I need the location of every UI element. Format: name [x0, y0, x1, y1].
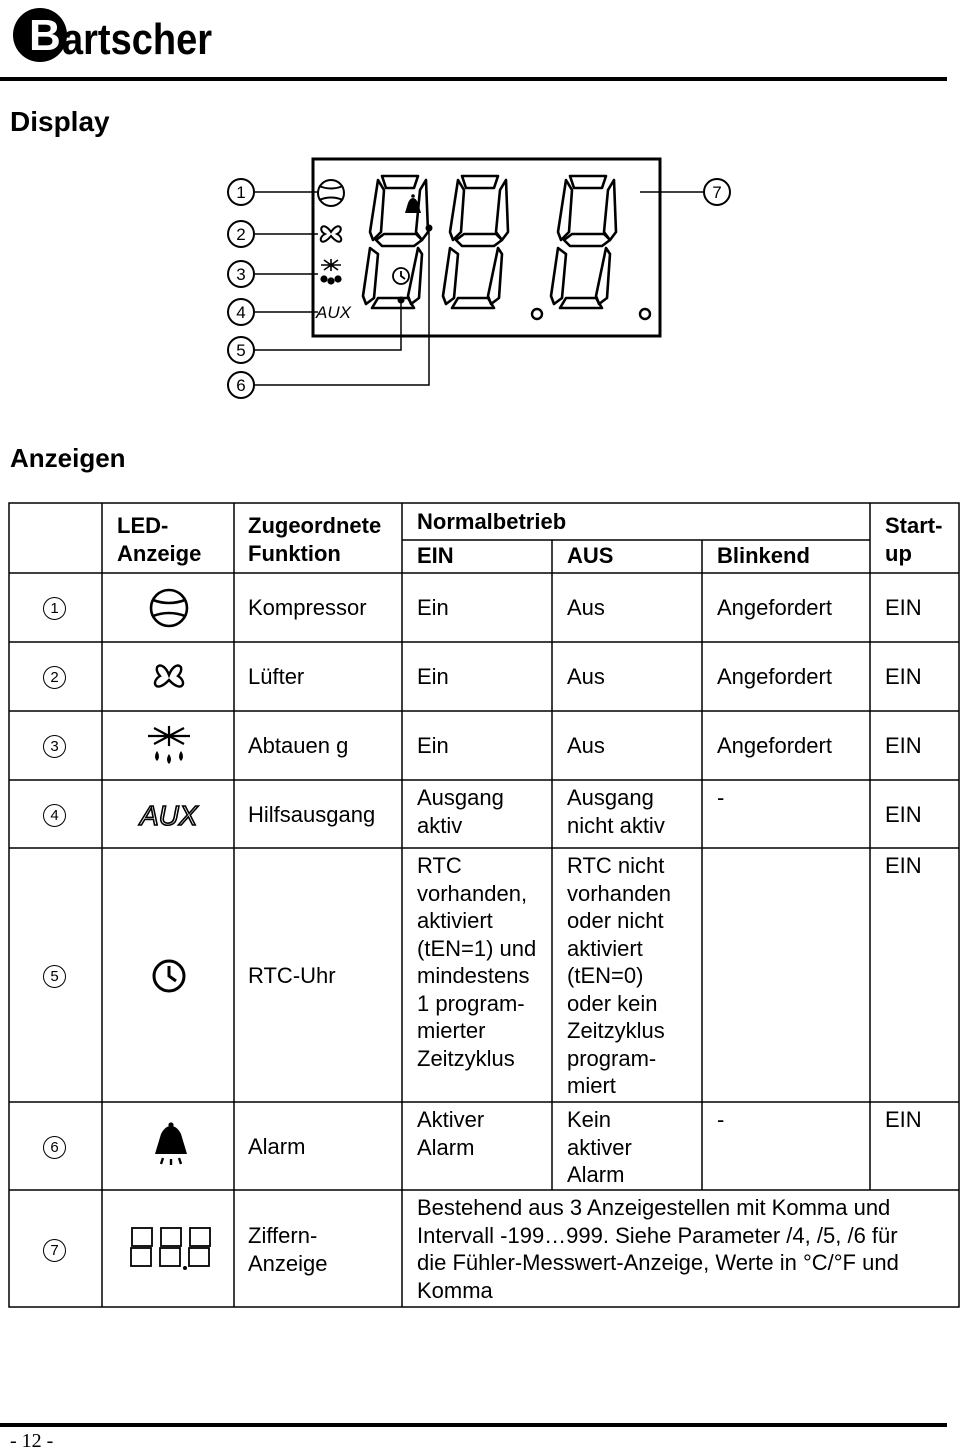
row-7-function: Ziffern- Anzeige — [248, 1223, 328, 1276]
header-aus: AUS — [567, 543, 614, 568]
callout-6-label: 6 — [236, 376, 246, 395]
svg-text:artscher: artscher — [62, 15, 212, 64]
row-6-blinkend: - — [717, 1107, 725, 1132]
row-2-function: Lüfter — [248, 664, 305, 689]
row-4-function: Hilfsausgang — [248, 802, 376, 827]
row-1-blinkend: Angefordert — [717, 595, 832, 620]
section-heading-display: Display — [10, 106, 110, 137]
row-6-aus: Kein aktiver Alarm — [567, 1107, 632, 1187]
row-6-function: Alarm — [248, 1134, 306, 1159]
row-number-1: 1 — [43, 597, 66, 620]
row-number-5: 5 — [43, 965, 66, 988]
section-heading-anzeigen: Anzeigen — [10, 443, 126, 473]
fan-icon — [146, 656, 192, 698]
callout-5-label: 5 — [236, 341, 246, 360]
footer-rule — [0, 1423, 947, 1427]
header-ein: EIN — [417, 543, 454, 568]
row-number-7: 7 — [43, 1239, 66, 1262]
row-3-blinkend: Angefordert — [717, 733, 832, 758]
callout-3-label: 3 — [236, 265, 246, 284]
header-normalbetrieb: Normalbetrieb — [417, 509, 567, 534]
row-4-startup: EIN — [885, 802, 922, 827]
clock-icon — [393, 268, 409, 284]
svg-text:B: B — [29, 11, 61, 60]
seven-segment-digits — [363, 176, 616, 308]
bartscher-logo — [10, 2, 215, 66]
row-5-function: RTC-Uhr — [248, 963, 336, 988]
callout-1-label: 1 — [236, 183, 246, 202]
row-3-startup: EIN — [885, 733, 922, 758]
row-3-function: Abtauen g — [248, 733, 349, 758]
display-figure — [220, 150, 740, 410]
page-number: - 12 - — [10, 1430, 54, 1452]
svg-text:AUX: AUX — [140, 800, 198, 831]
row-4-ein: Ausgang aktiv — [417, 785, 504, 838]
row-5-startup: EIN — [885, 853, 922, 878]
row-1-ein: Ein — [417, 595, 449, 620]
header-startup: Start- up — [885, 513, 943, 566]
row-6-startup: EIN — [885, 1107, 922, 1132]
row-1-function: Kompressor — [248, 595, 367, 620]
row-1-startup: EIN — [885, 595, 922, 620]
clock-icon — [151, 958, 187, 994]
row-6-ein: Aktiver Alarm — [417, 1107, 485, 1160]
header-blinkend: Blinkend — [717, 543, 810, 568]
led-indicator-table — [8, 502, 960, 1308]
row-2-startup: EIN — [885, 664, 922, 689]
compressor-icon — [146, 588, 192, 628]
callout-4-label: 4 — [236, 303, 246, 322]
row-2-aus: Aus — [567, 664, 605, 689]
row-3-aus: Aus — [567, 733, 605, 758]
aux-label: AUX — [316, 303, 351, 322]
row-number-3: 3 — [43, 735, 66, 758]
aux-icon — [138, 798, 198, 832]
digit-display-icon — [126, 1222, 216, 1274]
compressor-icon — [318, 180, 344, 206]
row-4-aus: Ausgang nicht aktiv — [567, 785, 665, 838]
row-2-blinkend: Angefordert — [717, 664, 832, 689]
row-7-description: Bestehend aus 3 Anzeigestellen mit Komma und Intervall -199…999. Siehe Parameter /4, /5, /6 für die Fühler-Messwert-Anzeige, Werte in °C/°F und Komma — [417, 1195, 899, 1303]
row-number-6: 6 — [43, 1136, 66, 1159]
header-function: Zugeordnete Funktion — [248, 513, 382, 566]
alarm-bell-icon — [151, 1122, 191, 1168]
row-4-blinkend: - — [717, 785, 725, 810]
row-5-aus: RTC nicht vorhanden oder nicht aktiviert (tEN=0) oder kein Zeitzyklus program- miert — [567, 853, 671, 1098]
callout-7-label: 7 — [712, 183, 722, 202]
row-5-ein: RTC vorhanden, aktiviert (tEN=1) und mindestens 1 program- mierter Zeitzyklus — [417, 853, 537, 1071]
header-rule — [0, 77, 947, 81]
row-number-4: 4 — [43, 804, 66, 827]
defrost-icon — [142, 724, 196, 768]
row-2-ein: Ein — [417, 664, 449, 689]
row-number-2: 2 — [43, 666, 66, 689]
fan-icon — [321, 226, 342, 241]
callout-2-label: 2 — [236, 225, 246, 244]
row-3-ein: Ein — [417, 733, 449, 758]
defrost-icon — [321, 259, 341, 284]
header-led: LED- Anzeige — [117, 513, 202, 566]
row-1-aus: Aus — [567, 595, 605, 620]
